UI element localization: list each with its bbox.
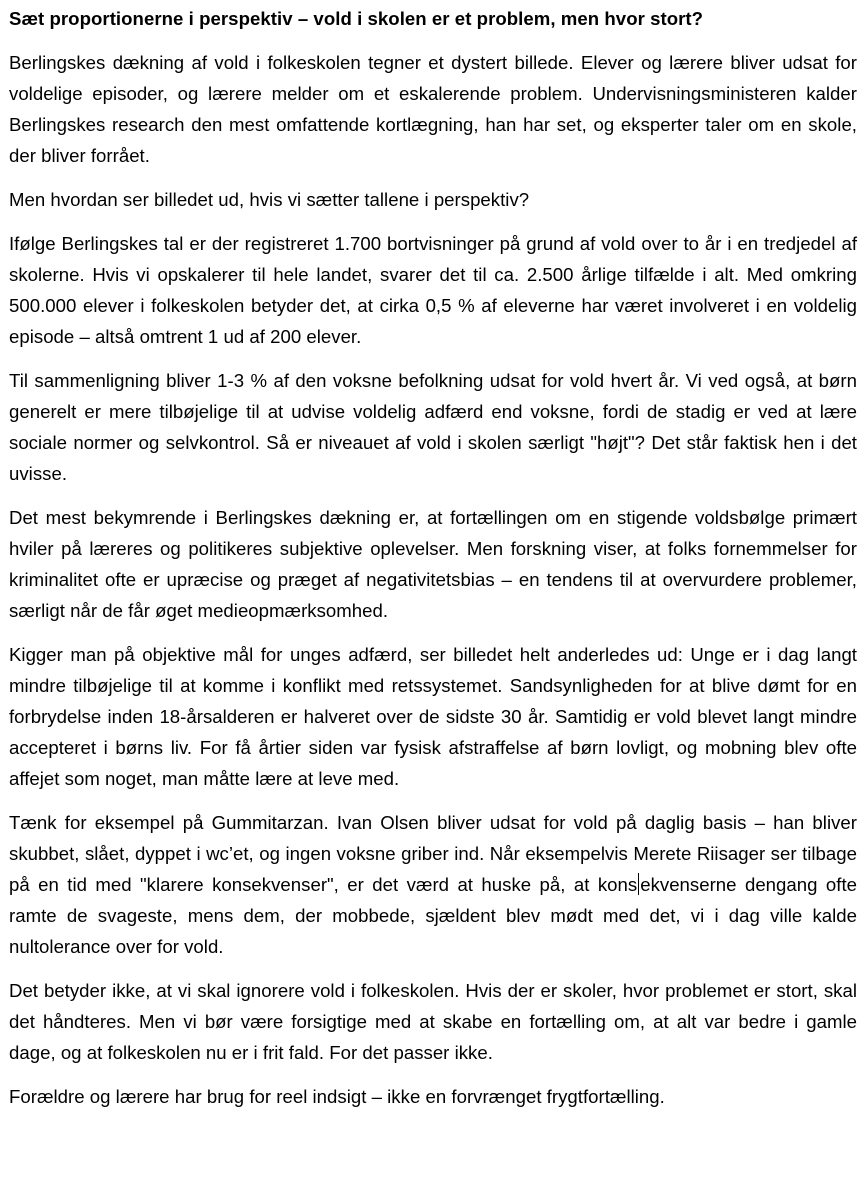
- paragraph-9: Forældre og lærere har brug for reel indsigt – ikke en forvrænget frygtfortælling.: [9, 1086, 665, 1107]
- paragraph-1: Berlingskes dækning af vold i folkeskolen tegner et dystert billede. Elever og lærere bliver udsat for voldelige episoder, og lærere melder om et eskalerende problem. Undervisningsministeren kalder Berlingskes research den mest omfattende kortlægning, han har set, og eksperter taler om en skole, der bliver forrået.: [9, 52, 857, 166]
- paragraph-6: Kigger man på objektive mål for unges adfærd, ser billedet helt anderledes ud: Unge er i dag langt mindre tilbøjelige til at komme i konflikt med retssystemet. Sandsynligheden for at blive dømt for en forbrydelse inden 18-årsalderen er halveret over de sidste 30 år. Samtidig er vold blevet langt mindre accepteret i børns liv. For få årtier siden var fysisk afstraffelse af børn lovligt, og mobning blev ofte affejet som noget, man måtte lære at leve med.: [9, 644, 857, 789]
- paragraph-5: Det mest bekymrende i Berlingskes dækning er, at fortællingen om en stigende voldsbølge primært hviler på læreres og politikeres subjektive oplevelser. Men forskning viser, at folks fornemmelser for kriminalitet ofte er upræcise og præget af negativitetsbias – en tendens til at overvurdere problemer, særligt når de får øget medieopmærksomhed.: [9, 507, 857, 621]
- paragraph-3: Ifølge Berlingskes tal er der registreret 1.700 bortvisninger på grund af vold over to år i en tredjedel af skolerne. Hvis vi opskalerer til hele landet, svarer det til ca. 2.500 årlige tilfælde i alt. Med omkring 500.000 elever i folkeskolen betyder det, at cirka 0,5 % af eleverne har været involveret i en voldelig episode – altså omtrent 1 ud af 200 elever.: [9, 233, 857, 347]
- paragraph-7: [9, 807, 857, 962]
- document-title: Sæt proportionerne i perspektiv – vold i skolen er et problem, men hvor stort?: [9, 8, 704, 29]
- paragraph-4: Til sammenligning bliver 1-3 % af den voksne befolkning udsat for vold hvert år. Vi ved også, at børn generelt er mere tilbøjelige til at udvise voldelig adfærd end voksne, fordi de stadig er ved at lære sociale normer og selvkontrol. Så er niveauet af vold i skolen særligt "højt"? Det står faktisk hen i det uvisse.: [9, 370, 857, 484]
- paragraph-7-text-after-caret: ekvenserne dengang ofte ramte de svageste, mens dem, der mobbede, sjældent blev mødt med det, vi i dag ville kalde nultolerance over for vold.: [9, 874, 857, 957]
- paragraph-8: Det betyder ikke, at vi skal ignorere vold i folkeskolen. Hvis der er skoler, hvor problemet er stort, skal det håndteres. Men vi bør være forsigtige med at skabe en fortælling om, at alt var bedre i gamle dage, og at folkeskolen nu er i frit fald. For det passer ikke.: [9, 980, 857, 1063]
- paragraph-7-text-before-caret: Tænk for eksempel på Gummitarzan. Ivan Olsen bliver udsat for vold på daglig basis – han bliver skubbet, slået, dyppet i wc’et, og ingen voksne griber ind. Når eksempelvis Merete Riisager ser tilbage på en tid med "klarere konsekvenser", er det værd at huske på, at kons: [9, 812, 857, 895]
- paragraph-2: Men hvordan ser billedet ud, hvis vi sætter tallene i perspektiv?: [9, 189, 530, 210]
